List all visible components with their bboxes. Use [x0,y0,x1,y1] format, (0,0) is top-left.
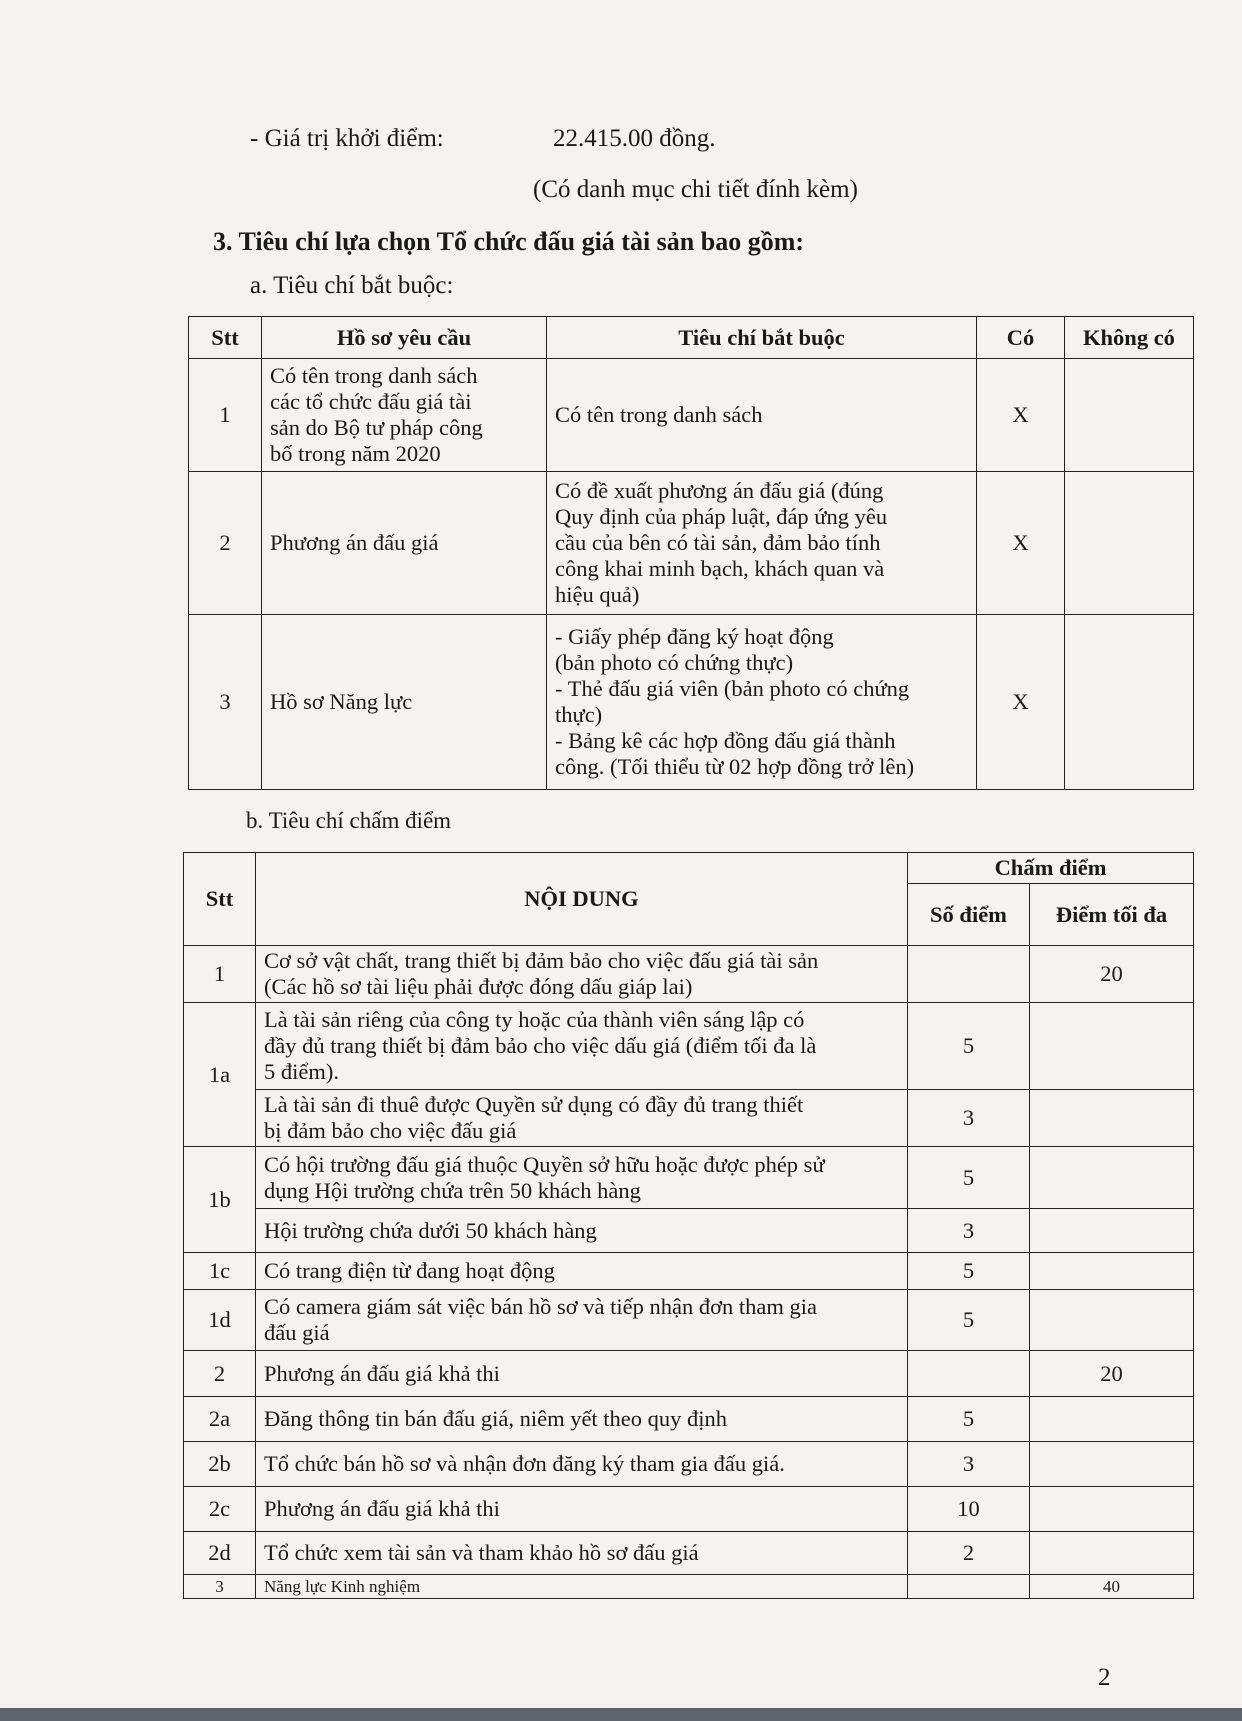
row-doc: Có tên trong danh sách các tổ chức đấu giá tài sản do Bộ tư pháp công bố trong năm 2020 [262,359,547,472]
row-content: Có hội trường đấu giá thuộc Quyền sở hữu hoặc được phép sử dụng Hội trường chứa trên 50 khách hàng [256,1147,908,1209]
row-criterion: Có tên trong danh sách [547,359,977,472]
table-row [189,472,1194,615]
row-content: Là tài sản riêng của công ty hoặc của thành viên sáng lập có đầy đủ trang thiết bị đảm bảo cho việc dấu giá (điểm tối đa là 5 điểm). [256,1003,908,1090]
table-row [184,1487,1194,1532]
row-points: 5 [908,1253,1030,1290]
row-points: 5 [908,1397,1030,1442]
row-max [1030,1003,1194,1090]
row-doc: Phương án đấu giá [262,472,547,615]
row-content: Năng lực Kinh nghiệm [256,1575,908,1599]
row-max: 40 [1030,1575,1194,1599]
row-points: 5 [908,1147,1030,1209]
row-max [1030,1397,1194,1442]
header-score-group: Chấm điểm [908,853,1194,884]
table-header-row [184,853,1194,884]
row-content: Phương án đấu giá khả thi [256,1351,908,1397]
header-yes: Có [977,317,1065,359]
row-stt: 1b [184,1147,256,1253]
row-points: 3 [908,1090,1030,1147]
row-max [1030,1253,1194,1290]
header-stt: Stt [189,317,262,359]
row-max [1030,1090,1194,1147]
subheading-a: a. Tiêu chí bắt buộc: [250,272,454,299]
header-content: NỘI DUNG [256,853,908,946]
section-heading: 3. Tiêu chí lựa chọn Tổ chức đấu giá tài sản bao gồm: [213,227,805,256]
row-max [1030,1290,1194,1351]
row-stt: 1 [184,946,256,1003]
row-stt: 3 [189,615,262,790]
row-yes: X [977,472,1065,615]
header-mandatory-criteria: Tiêu chí bắt buộc [547,317,977,359]
table-row [184,1397,1194,1442]
table-row [184,1090,1194,1147]
scoring-criteria-table [183,852,1194,1599]
row-yes: X [977,615,1065,790]
row-stt: 3 [184,1575,256,1599]
row-stt: 1d [184,1290,256,1351]
table-row [189,359,1194,472]
row-criterion: - Giấy phép đăng ký hoạt động (bản photo có chứng thực) - Thẻ đấu giá viên (bản photo có chứng thực) - Bảng kê các hợp đồng đấu giá thành công. (Tối thiểu từ 02 hợp đồng trở lên) [547,615,977,790]
row-content: Có camera giám sát việc bán hồ sơ và tiếp nhận đơn tham gia đấu giá [256,1290,908,1351]
start-value: 22.415.00 đồng. [553,125,716,152]
row-content: Tổ chức xem tài sản và tham khảo hồ sơ đấu giá [256,1532,908,1575]
row-doc: Hồ sơ Năng lực [262,615,547,790]
table-row [184,1532,1194,1575]
row-points [908,946,1030,1003]
header-max-points: Điểm tối đa [1030,884,1194,946]
row-content: Phương án đấu giá khả thi [256,1487,908,1532]
table-header-row [189,317,1194,359]
row-content: Tổ chức bán hồ sơ và nhận đơn đăng ký tham gia đấu giá. [256,1442,908,1487]
table-row [189,615,1194,790]
subheading-b: b. Tiêu chí chấm điểm [246,808,452,833]
row-yes: X [977,359,1065,472]
row-max [1030,1487,1194,1532]
mandatory-criteria-table [188,316,1194,790]
row-content: Hội trường chứa dưới 50 khách hàng [256,1209,908,1253]
row-stt: 2 [189,472,262,615]
row-no [1065,359,1194,472]
row-points: 3 [908,1209,1030,1253]
row-no [1065,615,1194,790]
header-required-docs: Hồ sơ yêu cầu [262,317,547,359]
table-row [184,1290,1194,1351]
table-row [184,1003,1194,1090]
row-stt: 2a [184,1397,256,1442]
table-row [184,1147,1194,1209]
table-row [184,1351,1194,1397]
row-stt: 1a [184,1003,256,1147]
row-max: 20 [1030,1351,1194,1397]
row-max [1030,1147,1194,1209]
row-points: 10 [908,1487,1030,1532]
table-row [184,946,1194,1003]
start-value-label: - Giá trị khởi điểm: [250,125,444,152]
row-stt: 2 [184,1351,256,1397]
row-stt: 1c [184,1253,256,1290]
row-content: Đăng thông tin bán đấu giá, niêm yết theo quy định [256,1397,908,1442]
row-stt: 1 [189,359,262,472]
row-no [1065,472,1194,615]
header-stt: Stt [184,853,256,946]
row-max [1030,1532,1194,1575]
row-content: Có trang điện từ đang hoạt động [256,1253,908,1290]
row-max [1030,1442,1194,1487]
row-points: 2 [908,1532,1030,1575]
row-stt: 2d [184,1532,256,1575]
row-stt: 2b [184,1442,256,1487]
row-max: 20 [1030,946,1194,1003]
attachment-note: (Có danh mục chi tiết đính kèm) [533,176,858,203]
row-points: 3 [908,1442,1030,1487]
scan-edge-bar [0,1708,1242,1721]
table-row [184,1253,1194,1290]
header-points: Số điểm [908,884,1030,946]
row-max [1030,1209,1194,1253]
row-content: Là tài sản đi thuê được Quyền sử dụng có đầy đủ trang thiết bị đảm bảo cho việc đấu giá [256,1090,908,1147]
table-row [184,1442,1194,1487]
row-content: Cơ sở vật chất, trang thiết bị đảm bảo cho việc đấu giá tài sản (Các hồ sơ tài liệu phải được đóng dấu giáp lai) [256,946,908,1003]
table-row [184,1209,1194,1253]
row-points [908,1575,1030,1599]
header-no: Không có [1065,317,1194,359]
row-stt: 2c [184,1487,256,1532]
row-points: 5 [908,1290,1030,1351]
row-points [908,1351,1030,1397]
table-row [184,1575,1194,1599]
page-number: 2 [1098,1664,1111,1691]
row-points: 5 [908,1003,1030,1090]
row-criterion: Có đề xuất phương án đấu giá (đúng Quy định của pháp luật, đáp ứng yêu cầu của bên có tài sản, đảm bảo tính công khai minh bạch, khách quan và hiệu quả) [547,472,977,615]
